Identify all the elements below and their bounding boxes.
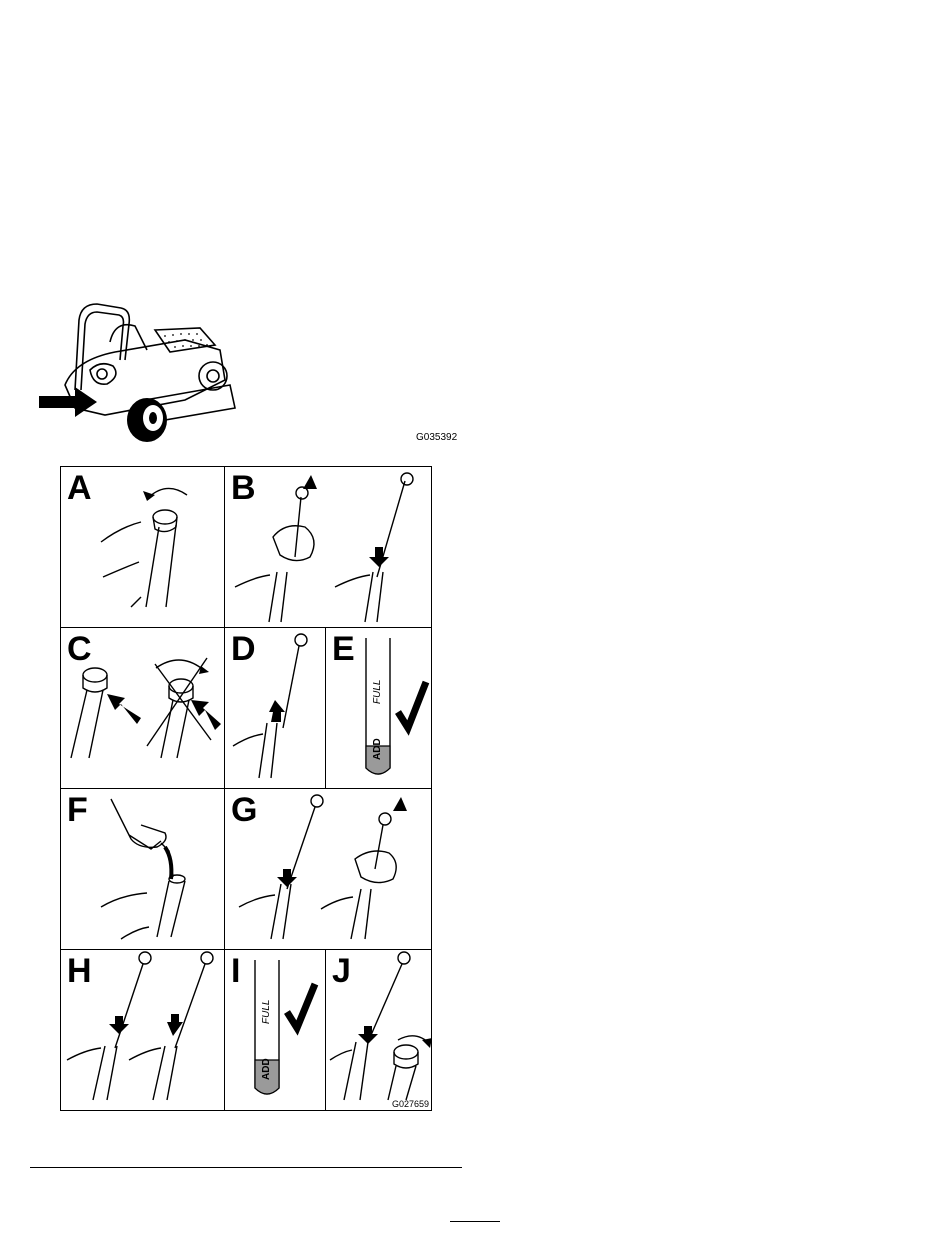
section-divider: [30, 1167, 462, 1168]
panel-letter: A: [67, 469, 92, 507]
panel-c: [60, 627, 225, 789]
page-number-rule: [450, 1221, 500, 1222]
dipstick-full-label: FULL: [372, 679, 383, 704]
panel-h: [60, 949, 225, 1111]
oil-level-full-icon: [326, 628, 432, 789]
panel-a: [60, 466, 225, 628]
panel-letter: F: [67, 791, 88, 829]
panel-b: [224, 466, 432, 628]
checkmark-icon: [287, 984, 315, 1028]
reinsert-dipstick-icon: [61, 950, 225, 1111]
zero-turn-mower-icon: [35, 290, 465, 450]
panel-letter: C: [67, 630, 92, 668]
unscrew-cap-icon: [61, 467, 225, 628]
figure-code: G027659: [392, 1099, 430, 1109]
panel-letter: G: [231, 791, 258, 829]
panel-e: [325, 627, 432, 789]
panel-letter: H: [67, 952, 92, 990]
insert-dipstick-icon: [225, 628, 326, 789]
recheck-dipstick-icon: [225, 789, 432, 950]
wipe-dipstick-icon: [225, 467, 432, 628]
panel-i: [224, 949, 326, 1111]
panel-letter: E: [332, 630, 355, 668]
panel-letter: I: [231, 952, 241, 990]
panel-letter: B: [231, 469, 256, 507]
tighten-cap-icon: [326, 950, 432, 1111]
panel-g: [224, 788, 432, 950]
cap-seating-icon: [61, 628, 225, 789]
figure-code: G035392: [416, 432, 458, 443]
add-oil-icon: [61, 789, 225, 950]
panel-j: [325, 949, 432, 1111]
panel-letter: J: [332, 952, 351, 990]
panel-f: [60, 788, 225, 950]
checkmark-icon: [398, 682, 426, 728]
panel-d: [224, 627, 326, 789]
dipstick-add-label: ADD: [372, 738, 383, 760]
dipstick-add-label: ADD: [261, 1058, 272, 1080]
dipstick-full-label: FULL: [261, 999, 272, 1024]
panel-letter: D: [231, 630, 256, 668]
dipstick-procedure-figure: [60, 466, 432, 1110]
mower-figure: [35, 290, 465, 450]
oil-level-check-icon: [225, 950, 326, 1111]
